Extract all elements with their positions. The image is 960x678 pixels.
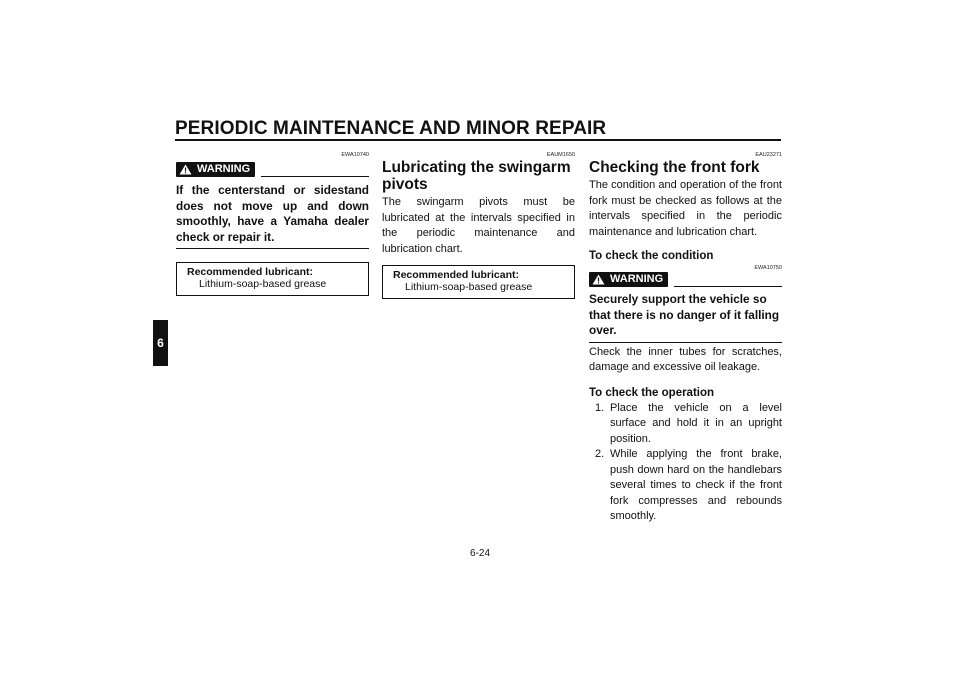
column-2: [382, 152, 575, 299]
warning-badge: [589, 272, 668, 287]
page-number: 6-24: [469, 548, 490, 559]
lubricant-box: [382, 265, 575, 299]
header-rule: [175, 139, 781, 141]
warning-rule: [674, 286, 782, 287]
lubricant-title: Recommended lubricant:: [393, 269, 520, 281]
chapter-tab: 6: [153, 320, 168, 366]
warning-rule: [261, 176, 369, 177]
warning-label: WARNING: [197, 163, 251, 175]
section-code: EWA10740: [341, 152, 369, 158]
warning-end-rule: [589, 342, 782, 343]
condition-text: Check the inner tubes for scratches, damage and excessive oil leakage.: [589, 345, 782, 373]
step-text: While applying the front brake, push down hard on the handlebars several times to check if the front fork compresses and rebounds smoothly.: [610, 448, 782, 522]
warning-badge: [176, 162, 255, 177]
warning-code: EWA10750: [754, 265, 782, 271]
section-heading: Checking the front fork: [589, 159, 760, 176]
step-number: 2.: [595, 448, 605, 460]
warning-triangle-icon: [179, 164, 192, 175]
section-code: EAUM1650: [546, 152, 575, 158]
section-heading: Lubricating the swingarm pivots: [382, 159, 571, 193]
lubricant-title: Recommended lubricant:: [187, 266, 314, 278]
warning-text: Securely support the vehicle so that there is no danger of it falling over.: [589, 292, 780, 337]
section-code: EAU23271: [755, 152, 782, 158]
lubricant-box: [176, 262, 369, 296]
column-3: [589, 152, 782, 525]
page-title: PERIODIC MAINTENANCE AND MINOR REPAIR: [175, 118, 607, 139]
warning-text: If the centerstand or sidestand does not move up and down smoothly, have a Yamaha dealer check or repair it.: [176, 183, 369, 244]
operation-heading: To check the operation: [589, 386, 715, 399]
warning-header: [589, 272, 782, 287]
lubricant-value: Lithium-soap-based grease: [405, 281, 533, 293]
warning-triangle-icon: [592, 274, 605, 285]
step-text: Place the vehicle on a level surface and hold it in an upright position.: [610, 401, 782, 445]
lubricant-value: Lithium-soap-based grease: [199, 278, 327, 290]
warning-header: [176, 162, 369, 177]
section-body: The swingarm pivots must be lubricated at the intervals specified in the periodic maintenance and lubrication chart.: [382, 196, 575, 255]
operation-steps: [589, 401, 782, 525]
step-number: 1.: [595, 401, 605, 414]
list-item: [589, 447, 782, 525]
section-intro: The condition and operation of the front fork must be checked as follows at the intervals specified in the periodic maintenance and lubrication chart.: [589, 179, 782, 238]
column-1: [176, 152, 369, 296]
condition-heading: To check the condition: [589, 250, 714, 262]
warning-label: WARNING: [610, 273, 664, 285]
warning-end-rule: [176, 248, 369, 249]
list-item: [589, 401, 782, 448]
